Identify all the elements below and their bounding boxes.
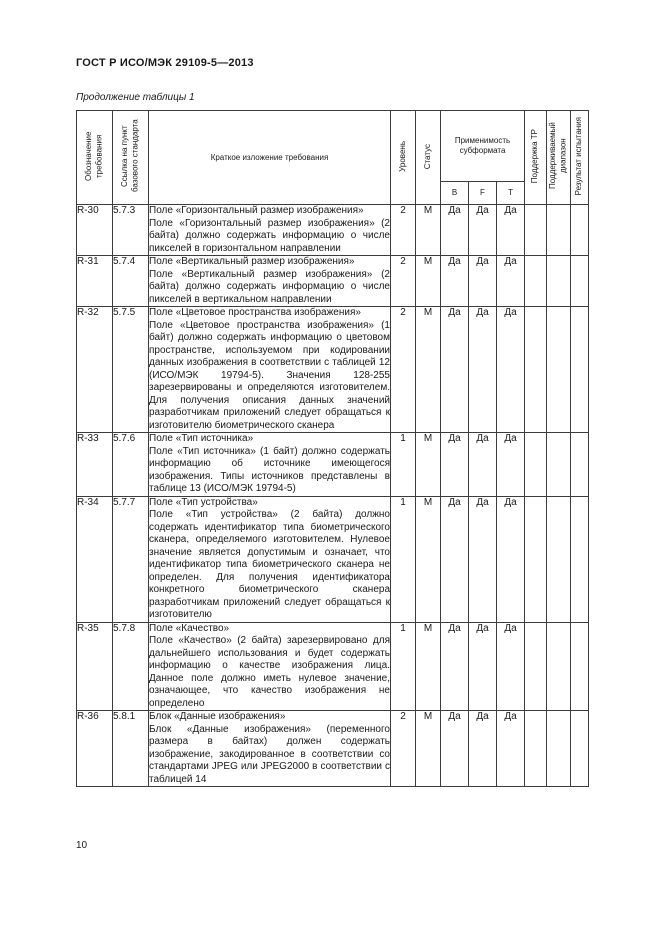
req-summary: [149, 205, 391, 256]
applicability-t: Да: [497, 205, 525, 256]
req-status: М: [416, 433, 441, 497]
req-reference: 5.7.5: [113, 307, 149, 433]
req-designation: R-34: [77, 496, 113, 622]
req-summary-body: Поле «Тип устройства» (2 байта) должно содержать идентификатор типа биометрического сканера, определяемого изготовителем. Нулевое значение является допустимым и означает, что идентификатор типа биометрического сканера не определен. Для получения идентификатора конкретного биометрического сканера разработчикам приложений следует обращаться к изготовителю: [149, 509, 390, 620]
req-level: 2: [391, 256, 416, 307]
support-tr-cell: [525, 307, 547, 433]
col-header-test-result-label: Результат испытания: [574, 117, 584, 196]
col-header-reference-label: Ссылка на пункт базового стандарта: [120, 119, 140, 193]
table-row: [77, 622, 589, 711]
support-tr-cell: [525, 433, 547, 497]
applicability-f: Да: [469, 433, 497, 497]
req-summary-title: Блок «Данные изображения»: [149, 711, 286, 722]
applicability-b: Да: [441, 496, 469, 622]
req-summary-title: Поле «Тип устройства»: [149, 496, 258, 508]
req-summary-title: Поле «Тип источника»: [149, 433, 254, 444]
req-summary-title: Поле «Вертикальный размер изображения»: [149, 256, 355, 267]
req-status: М: [416, 622, 441, 711]
req-summary-body: Поле «Качество» (2 байта) зарезервировано для дальнейшего использования и будет содержать информацию о качестве изображения лица. Данное поле должно иметь нулевое значение, означающее, что качество изображения не определено: [149, 635, 390, 709]
test-result-cell: [571, 205, 589, 256]
col-header-subformat-t: Т: [497, 182, 525, 205]
supported-range-cell: [547, 307, 571, 433]
applicability-f: Да: [469, 496, 497, 622]
applicability-t: Да: [497, 307, 525, 433]
applicability-f: Да: [469, 622, 497, 711]
req-level: 2: [391, 205, 416, 256]
applicability-f: Да: [469, 307, 497, 433]
req-summary: [149, 256, 391, 307]
req-reference: 5.7.3: [113, 205, 149, 256]
req-summary: [149, 496, 391, 622]
col-header-summary: Краткое изложение требования: [149, 111, 391, 205]
req-status: М: [416, 256, 441, 307]
col-header-support-tr: [525, 111, 547, 205]
table-row: [77, 307, 589, 433]
col-header-support-tr-label: Поддержка ТР: [530, 129, 540, 184]
applicability-b: Да: [441, 433, 469, 497]
supported-range-cell: [547, 496, 571, 622]
test-result-cell: [571, 307, 589, 433]
applicability-t: Да: [497, 711, 525, 787]
req-summary-title: Поле «Горизонтальный размер изображения»: [149, 205, 364, 216]
col-header-subformat-b: В: [441, 182, 469, 205]
table-row: [77, 433, 589, 497]
col-header-status: [416, 111, 441, 205]
col-header-reference: [113, 111, 149, 205]
table-caption: Продолжение таблицы 1: [76, 92, 195, 103]
req-level: 2: [391, 711, 416, 787]
table-body: [77, 205, 589, 787]
supported-range-cell: [547, 622, 571, 711]
req-summary: [149, 433, 391, 497]
test-result-cell: [571, 496, 589, 622]
table-row: [77, 711, 589, 787]
test-result-cell: [571, 711, 589, 787]
supported-range-cell: [547, 433, 571, 497]
requirements-table: [76, 110, 589, 787]
req-summary: [149, 307, 391, 433]
page-number: 10: [76, 840, 88, 851]
supported-range-cell: [547, 205, 571, 256]
col-header-designation: [77, 111, 113, 205]
support-tr-cell: [525, 711, 547, 787]
req-status: М: [416, 307, 441, 433]
req-reference: 5.7.7: [113, 496, 149, 622]
req-summary-title: Поле «Качество»: [149, 622, 230, 634]
req-designation: R-33: [77, 433, 113, 497]
req-status: М: [416, 205, 441, 256]
req-level: 2: [391, 307, 416, 433]
support-tr-cell: [525, 496, 547, 622]
req-level: 1: [391, 496, 416, 622]
req-summary: [149, 711, 391, 787]
req-reference: 5.7.8: [113, 622, 149, 711]
col-header-supported-range-label: Поддерживаемый диапазон: [548, 122, 568, 190]
support-tr-cell: [525, 622, 547, 711]
table-row: [77, 205, 589, 256]
applicability-f: Да: [469, 256, 497, 307]
req-reference: 5.8.1: [113, 711, 149, 787]
table-header: [77, 111, 589, 205]
supported-range-cell: [547, 256, 571, 307]
req-summary-body: Блок «Данные изображения» (переменного размера в байтах) должен содержать изображение, закодированное в соответствии со стандартами JPEG или JPEG2000 в соответствии с таблицей 14: [149, 723, 390, 785]
test-result-cell: [571, 622, 589, 711]
applicability-f: Да: [469, 205, 497, 256]
applicability-t: Да: [497, 496, 525, 622]
col-header-level-label: Уровень: [397, 140, 407, 172]
document-title: ГОСТ Р ИСО/МЭК 29109-5—2013: [76, 57, 254, 69]
col-header-subformat-f: F: [469, 182, 497, 205]
col-header-designation-label: Обозначение требования: [84, 131, 104, 181]
applicability-f: Да: [469, 711, 497, 787]
col-header-test-result: [571, 111, 589, 205]
col-header-applicability: Применимость субформата: [441, 111, 525, 182]
applicability-t: Да: [497, 622, 525, 711]
req-reference: 5.7.4: [113, 256, 149, 307]
applicability-t: Да: [497, 433, 525, 497]
applicability-b: Да: [441, 205, 469, 256]
req-level: 1: [391, 622, 416, 711]
applicability-b: Да: [441, 711, 469, 787]
support-tr-cell: [525, 256, 547, 307]
req-summary-body: Поле «Вертикальный размер изображения» (2 байта) должно содержать информацию о числе пикселей в вертикальном направлении: [149, 268, 390, 305]
req-designation: R-36: [77, 711, 113, 787]
req-designation: R-32: [77, 307, 113, 433]
req-level: 1: [391, 433, 416, 497]
supported-range-cell: [547, 711, 571, 787]
applicability-b: Да: [441, 622, 469, 711]
support-tr-cell: [525, 205, 547, 256]
test-result-cell: [571, 433, 589, 497]
test-result-cell: [571, 256, 589, 307]
req-summary: [149, 622, 391, 711]
req-summary-body: Поле «Горизонтальный размер изображения» (2 байта) должно содержать информацию о числе пикселей в горизонтальном направлении: [149, 217, 390, 254]
applicability-b: Да: [441, 307, 469, 433]
req-summary-title: Поле «Цветовое пространства изображения»: [149, 307, 361, 318]
col-header-level: [391, 111, 416, 205]
table-row: [77, 496, 589, 622]
applicability-t: Да: [497, 256, 525, 307]
table-row: [77, 256, 589, 307]
col-header-status-label: Статус: [422, 143, 432, 169]
req-status: М: [416, 496, 441, 622]
req-summary-body: Поле «Тип источника» (1 байт) должно содержать информацию об источнике имеющегося изображения. Типы источников представлены в таблице 13 (ИСО/МЭК 19794-5): [149, 445, 390, 494]
req-summary-body: Поле «Цветовое пространства изображения» (1 байт) должно содержать информацию о цветовом пространстве, используемом при кодировании данных изображения в соответствии с таблицей 12 (ИСО/МЭК 19794-5). Значения 128-255 зарезервированы и определяются изготовителем. Для получения описания данных значений разработчикам приложений следует обращаться к изготовителю биометрического сканера: [149, 319, 390, 431]
req-designation: R-31: [77, 256, 113, 307]
req-status: М: [416, 711, 441, 787]
applicability-b: Да: [441, 256, 469, 307]
req-reference: 5.7.6: [113, 433, 149, 497]
col-header-supported-range: [547, 111, 571, 205]
req-designation: R-30: [77, 205, 113, 256]
req-designation: R-35: [77, 622, 113, 711]
